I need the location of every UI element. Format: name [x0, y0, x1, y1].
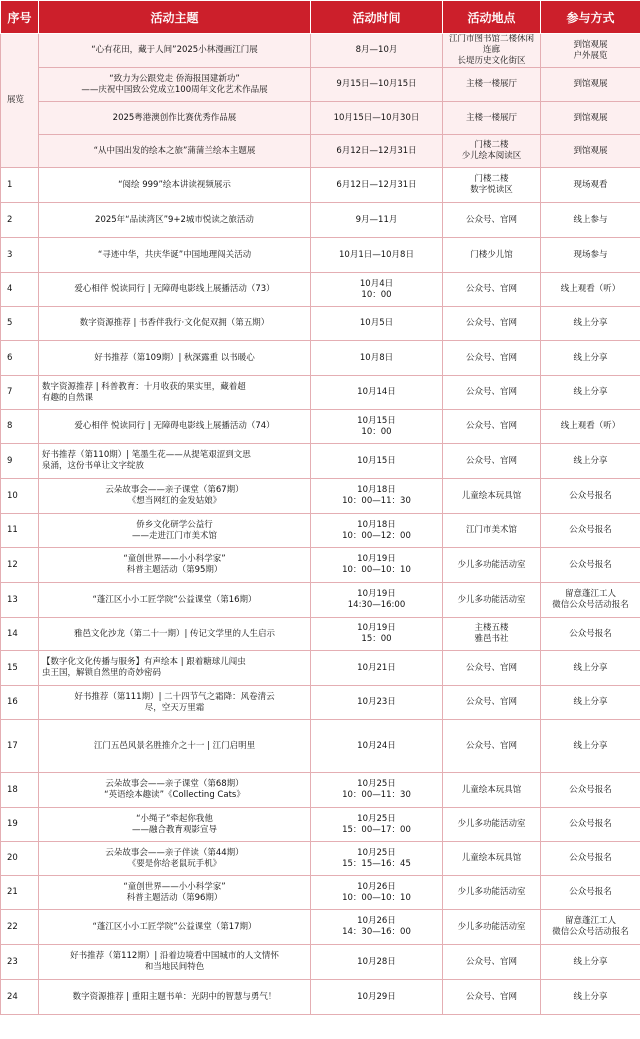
activity-place-cell: 主楼一楼展厅: [443, 68, 541, 102]
row-number-cell: 21: [1, 876, 39, 910]
participation-mode-cell: 现场观看: [541, 168, 640, 203]
activity-theme-cell: 雅邑文化沙龙（第二十一期）| 传记文学里的人生启示: [39, 618, 311, 651]
activity-place-cell: 公众号、官网: [443, 376, 541, 410]
activity-theme-cell: “寻迹中华，共庆华诞”中国地理闯关活动: [39, 238, 311, 273]
row-number-cell: 9: [1, 444, 39, 479]
row-number-cell: 1: [1, 168, 39, 203]
activity-time-cell: 10月19日 10：00—10：10: [311, 548, 443, 583]
activity-time-cell: 8月—10月: [311, 34, 443, 68]
activity-place-cell: 公众号、官网: [443, 273, 541, 307]
activity-place-cell: 儿童绘本玩具馆: [443, 479, 541, 514]
header-no: 序号: [1, 1, 39, 34]
participation-mode-cell: 线上分享: [541, 376, 640, 410]
activity-time-cell: 9月15日—10月15日: [311, 68, 443, 102]
exhibition-row: [1, 68, 640, 102]
activity-time-cell: 10月1日—10月8日: [311, 238, 443, 273]
activity-place-cell: 少儿多功能活动室: [443, 548, 541, 583]
header-time: 活动时间: [311, 1, 443, 34]
activity-time-cell: 10月14日: [311, 376, 443, 410]
activity-place-cell: 少儿多功能活动室: [443, 808, 541, 842]
activity-place-cell: 主楼五楼 雅邑书社: [443, 618, 541, 651]
activity-place-cell: 儿童绘本玩具馆: [443, 842, 541, 876]
table-row: [1, 773, 640, 808]
row-number-cell: 6: [1, 341, 39, 376]
header-mode: 参与方式: [541, 1, 640, 34]
activity-place-cell: 少儿多功能活动室: [443, 910, 541, 945]
table-row: [1, 910, 640, 945]
row-number-cell: 4: [1, 273, 39, 307]
header-theme: 活动主题: [39, 1, 311, 34]
activity-time-cell: 10月15日: [311, 444, 443, 479]
table-row: [1, 479, 640, 514]
activity-time-cell: 10月29日: [311, 980, 443, 1015]
activity-theme-cell: “心有花田，藏于人间”2025小林漫画江门展: [39, 34, 311, 68]
activity-time-cell: 6月12日—12月31日: [311, 168, 443, 203]
activity-place-cell: 公众号、官网: [443, 945, 541, 980]
participation-mode-cell: 现场参与: [541, 238, 640, 273]
activity-theme-cell: “阅绘 999”绘本讲读视频展示: [39, 168, 311, 203]
table-row: [1, 720, 640, 773]
table-row: [1, 842, 640, 876]
table-row: [1, 273, 640, 307]
activity-theme-cell: “蓬江区小小工匠学院”公益课堂（第17期）: [39, 910, 311, 945]
participation-mode-cell: 线上参与: [541, 203, 640, 238]
activity-place-cell: 儿童绘本玩具馆: [443, 773, 541, 808]
activity-place-cell: 少儿多功能活动室: [443, 583, 541, 618]
activity-place-cell: 门楼二楼 数字悦读区: [443, 168, 541, 203]
participation-mode-cell: 线上观看（听）: [541, 273, 640, 307]
participation-mode-cell: 公众号报名: [541, 876, 640, 910]
activity-time-cell: 6月12日—12月31日: [311, 135, 443, 168]
row-number-cell: 23: [1, 945, 39, 980]
activity-time-cell: 10月23日: [311, 686, 443, 720]
activity-time-cell: 10月21日: [311, 651, 443, 686]
activity-theme-cell: “童创世界——小小科学家” 科普主题活动（第96期）: [39, 876, 311, 910]
activity-theme-cell: 云朵故事会——亲子课堂（第67期） 《想当网红的金发姑娘》: [39, 479, 311, 514]
participation-mode-cell: 公众号报名: [541, 514, 640, 548]
activity-time-cell: 10月26日 10：00—10：10: [311, 876, 443, 910]
activity-theme-cell: 好书推荐（第109期）| 秋深露重 以书暖心: [39, 341, 311, 376]
exhibition-category-cell: 展览: [1, 34, 39, 168]
row-number-cell: 22: [1, 910, 39, 945]
row-number-cell: 10: [1, 479, 39, 514]
activity-time-cell: 10月18日 10：00—12：00: [311, 514, 443, 548]
activity-theme-cell: 好书推荐（第110期）| 笔墨生花——从提笔艰涩到文思 泉涌，这份书单让文字绽放: [39, 444, 311, 479]
table-row: [1, 945, 640, 980]
table-row: [1, 341, 640, 376]
activity-place-cell: 门楼少儿馆: [443, 238, 541, 273]
activity-time-cell: 10月18日 10：00—11：30: [311, 479, 443, 514]
activity-place-cell: 公众号、官网: [443, 720, 541, 773]
activity-place-cell: 江门市美术馆: [443, 514, 541, 548]
participation-mode-cell: 到馆观展 户外展览: [541, 34, 640, 68]
activity-theme-cell: “致力为公跟党走 侨海报国建新功” ——庆祝中国致公党成立100周年文化艺术作品展: [39, 68, 311, 102]
participation-mode-cell: 线上分享: [541, 341, 640, 376]
activity-time-cell: 10月24日: [311, 720, 443, 773]
participation-mode-cell: 线上分享: [541, 651, 640, 686]
participation-mode-cell: 公众号报名: [541, 773, 640, 808]
row-number-cell: 19: [1, 808, 39, 842]
activity-theme-cell: “从中国出发的绘本之旅”蒲蒲兰绘本主题展: [39, 135, 311, 168]
activity-theme-cell: 2025年“品读湾区”9+2城市悦读之旅活动: [39, 203, 311, 238]
row-number-cell: 24: [1, 980, 39, 1015]
activity-theme-cell: “童创世界——小小科学家” 科普主题活动（第95期）: [39, 548, 311, 583]
table-row: [1, 203, 640, 238]
activity-theme-cell: 数字资源推荐 | 书香伴我行·文化促双拥（第五期）: [39, 307, 311, 341]
activity-time-cell: 9月—11月: [311, 203, 443, 238]
exhibition-row: [1, 34, 640, 68]
table-row: [1, 410, 640, 444]
participation-mode-cell: 公众号报名: [541, 479, 640, 514]
row-number-cell: 2: [1, 203, 39, 238]
activity-theme-cell: 【数字化文化传播与服务】有声绘本 | 跟着糖球儿闯虫 虫王国，解锁自然里的奇妙密码: [39, 651, 311, 686]
participation-mode-cell: 留意蓬江工人 微信公众号活动报名: [541, 583, 640, 618]
row-number-cell: 18: [1, 773, 39, 808]
table-row: [1, 376, 640, 410]
activity-time-cell: 10月4日 10：00: [311, 273, 443, 307]
activity-theme-cell: 好书推荐（第111期）| 二十四节气之霜降：风卷清云 尽，空天万里霜: [39, 686, 311, 720]
activity-place-cell: 主楼一楼展厅: [443, 102, 541, 135]
activity-theme-cell: 侨乡文化研学公益行 ——走进江门市美术馆: [39, 514, 311, 548]
activity-place-cell: 公众号、官网: [443, 444, 541, 479]
activity-time-cell: 10月8日: [311, 341, 443, 376]
activity-place-cell: 公众号、官网: [443, 651, 541, 686]
activity-time-cell: 10月15日 10：00: [311, 410, 443, 444]
table-row: [1, 876, 640, 910]
activity-place-cell: 公众号、官网: [443, 307, 541, 341]
activity-place-cell: 公众号、官网: [443, 410, 541, 444]
activity-time-cell: 10月25日 10：00—11：30: [311, 773, 443, 808]
table-row: [1, 651, 640, 686]
activity-theme-cell: 2025粤港澳创作比赛优秀作品展: [39, 102, 311, 135]
participation-mode-cell: 到馆观展: [541, 135, 640, 168]
table-row: [1, 444, 640, 479]
participation-mode-cell: 公众号报名: [541, 548, 640, 583]
header-row: [1, 1, 640, 34]
activity-place-cell: 公众号、官网: [443, 203, 541, 238]
activity-time-cell: 10月5日: [311, 307, 443, 341]
table-row: [1, 583, 640, 618]
row-number-cell: 13: [1, 583, 39, 618]
activity-theme-cell: 数字资源推荐 | 重阳主题书单：光阴中的智慧与勇气！: [39, 980, 311, 1015]
row-number-cell: 16: [1, 686, 39, 720]
activity-theme-cell: 爱心相伴 悦读同行 | 无障碍电影线上展播活动（73）: [39, 273, 311, 307]
activity-time-cell: 10月19日 14:30—16:00: [311, 583, 443, 618]
row-number-cell: 14: [1, 618, 39, 651]
participation-mode-cell: 线上分享: [541, 945, 640, 980]
table-row: [1, 548, 640, 583]
participation-mode-cell: 到馆观展: [541, 68, 640, 102]
activity-place-cell: 江门市图书馆二楼休闲连廊 长堤历史文化街区: [443, 34, 541, 68]
row-number-cell: 5: [1, 307, 39, 341]
activity-time-cell: 10月28日: [311, 945, 443, 980]
participation-mode-cell: 线上分享: [541, 720, 640, 773]
table-row: [1, 514, 640, 548]
activity-time-cell: 10月26日 14：30—16：00: [311, 910, 443, 945]
table-body: [1, 34, 640, 1015]
activity-place-cell: 公众号、官网: [443, 686, 541, 720]
row-number-cell: 7: [1, 376, 39, 410]
participation-mode-cell: 公众号报名: [541, 618, 640, 651]
participation-mode-cell: 公众号报名: [541, 808, 640, 842]
row-number-cell: 17: [1, 720, 39, 773]
activity-theme-cell: 江门五邑风景名胜推介之十一 | 江门启明里: [39, 720, 311, 773]
activity-theme-cell: 爱心相伴 悦读同行 | 无障碍电影线上展播活动（74）: [39, 410, 311, 444]
activity-time-cell: 10月19日 15：00: [311, 618, 443, 651]
activity-theme-cell: “蓬江区小小工匠学院”公益课堂（第16期）: [39, 583, 311, 618]
participation-mode-cell: 线上分享: [541, 686, 640, 720]
activity-theme-cell: 好书推荐（第112期）| 沿着边境看中国城市的人文情怀 和当地民间特色: [39, 945, 311, 980]
activity-place-cell: 门楼二楼 少儿绘本阅读区: [443, 135, 541, 168]
table-row: [1, 980, 640, 1015]
activity-theme-cell: “小绳子”牵起你我他 ——融合教育观影宣导: [39, 808, 311, 842]
activity-time-cell: 10月25日 15：00—17：00: [311, 808, 443, 842]
activity-theme-cell: 云朵故事会——亲子伴读（第44期） 《要是你给老鼠玩手机》: [39, 842, 311, 876]
participation-mode-cell: 线上观看（听）: [541, 410, 640, 444]
activity-time-cell: 10月15日—10月30日: [311, 102, 443, 135]
exhibition-row: [1, 102, 640, 135]
header-place: 活动地点: [443, 1, 541, 34]
activity-place-cell: 公众号、官网: [443, 341, 541, 376]
activity-place-cell: 公众号、官网: [443, 980, 541, 1015]
table-row: [1, 238, 640, 273]
table-row: [1, 808, 640, 842]
row-number-cell: 12: [1, 548, 39, 583]
row-number-cell: 15: [1, 651, 39, 686]
activity-theme-cell: 数字资源推荐 | 科普教育：十月收获的果实里，藏着超 有趣的自然课: [39, 376, 311, 410]
table-row: [1, 618, 640, 651]
exhibition-row: [1, 135, 640, 168]
activity-theme-cell: 云朵故事会——亲子课堂（第68期） “英语绘本趣读”《Collecting Cats》: [39, 773, 311, 808]
table-row: [1, 686, 640, 720]
participation-mode-cell: 线上分享: [541, 307, 640, 341]
row-number-cell: 20: [1, 842, 39, 876]
row-number-cell: 11: [1, 514, 39, 548]
row-number-cell: 3: [1, 238, 39, 273]
table-row: [1, 168, 640, 203]
participation-mode-cell: 线上分享: [541, 980, 640, 1015]
participation-mode-cell: 留意蓬江工人 微信公众号活动报名: [541, 910, 640, 945]
participation-mode-cell: 公众号报名: [541, 842, 640, 876]
table-row: [1, 307, 640, 341]
row-number-cell: 8: [1, 410, 39, 444]
activity-place-cell: 少儿多功能活动室: [443, 876, 541, 910]
participation-mode-cell: 线上分享: [541, 444, 640, 479]
participation-mode-cell: 到馆观展: [541, 102, 640, 135]
activity-time-cell: 10月25日 15：15—16：45: [311, 842, 443, 876]
